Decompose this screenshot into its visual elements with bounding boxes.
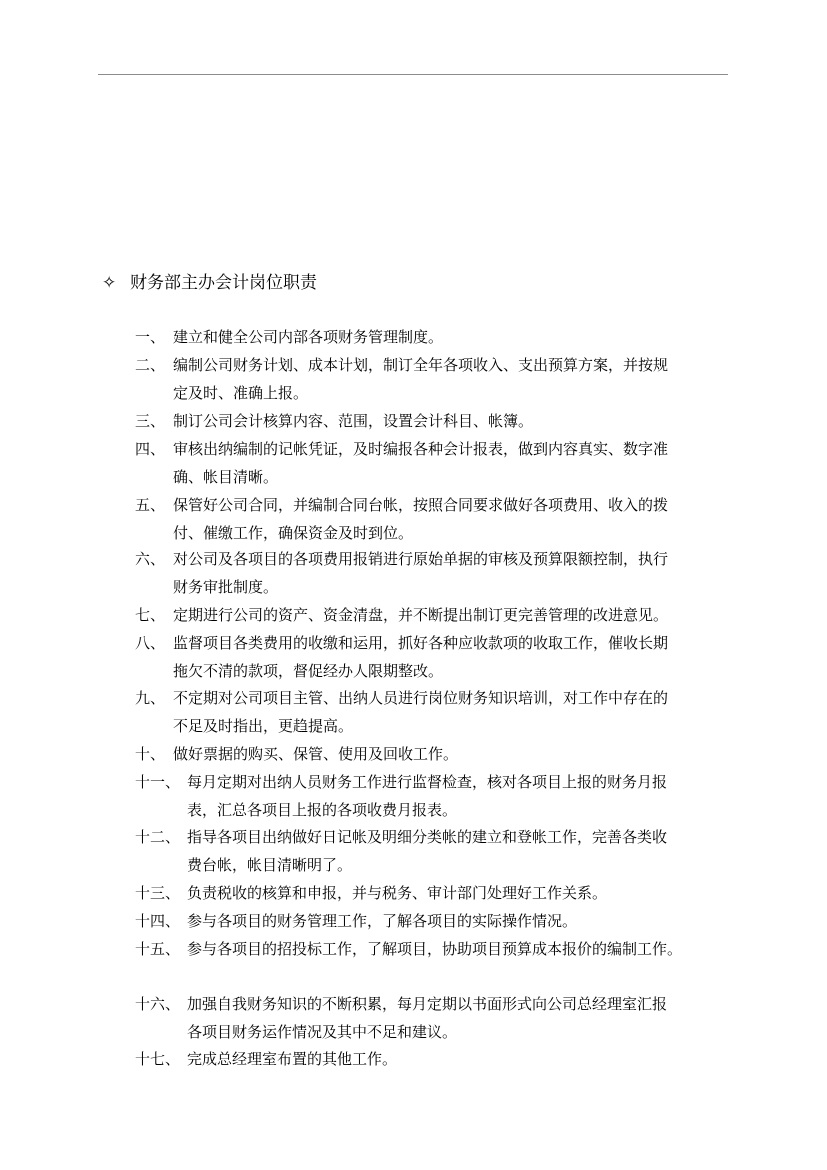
list-item <box>135 907 577 935</box>
list-item <box>135 435 668 491</box>
item-number: 十、 <box>135 745 166 763</box>
item-text-continued: 不足及时指出，更趋提高。 <box>173 717 354 735</box>
item-number: 五、 <box>135 496 166 514</box>
item-text: 做好票据的购买、保管、使用及回收工作。 <box>173 745 459 763</box>
item-text: 定期进行公司的资产、资金清盘，并不断提出制订更完善管理的改进意见。 <box>173 606 669 624</box>
list-item <box>135 1045 397 1073</box>
list-item <box>135 768 667 824</box>
item-number: 四、 <box>135 440 166 458</box>
item-text: 加强自我财务知识的不断积累，每月定期以书面形式向公司总经理室汇报 <box>187 995 668 1013</box>
item-number: 九、 <box>135 689 166 707</box>
item-number: 十一、 <box>135 773 181 791</box>
item-text: 监督项目各类费用的收缴和运用，抓好各种应收款项的收取工作，催收长期 <box>173 634 669 652</box>
item-number: 八、 <box>135 634 166 652</box>
item-number: 十六、 <box>135 995 181 1013</box>
item-text: 参与各项目的财务管理工作，了解各项目的实际操作情况。 <box>187 912 578 930</box>
item-number: 十三、 <box>135 884 181 902</box>
item-text-continued: 各项目财务运作情况及其中不足和建议。 <box>187 1023 458 1041</box>
section-heading <box>102 270 317 296</box>
item-text-continued: 确、帐目清晰。 <box>173 468 279 486</box>
diamond-star-icon: ✧ <box>102 273 117 293</box>
item-text-continued: 财务审批制度。 <box>173 578 279 596</box>
item-text: 对公司及各项目的各项费用报销进行原始单据的审核及预算限额控制，执行 <box>173 550 669 568</box>
item-number: 十四、 <box>135 912 181 930</box>
item-text: 负责税收的核算和申报，并与税务、审计部门处理好工作关系。 <box>187 884 608 902</box>
item-text: 完成总经理室布置的其他工作。 <box>187 1050 398 1068</box>
item-number: 一、 <box>135 328 166 346</box>
list-item <box>135 545 668 601</box>
list-item <box>135 491 668 547</box>
item-text: 指导各项目出纳做好日记帐及明细分类帐的建立和登帐工作，完善各类收 <box>187 828 668 846</box>
list-item <box>135 601 668 629</box>
item-number: 六、 <box>135 550 166 568</box>
item-text: 建立和健全公司内部各项财务管理制度。 <box>173 328 444 346</box>
item-text: 参与各项目的招投标工作，了解项目，协助项目预算成本报价的编制工作。 <box>187 940 683 958</box>
list-item <box>135 879 607 907</box>
item-text: 制订公司会计核算内容、范围，设置会计科目、帐簿。 <box>173 412 534 430</box>
item-number: 七、 <box>135 606 166 624</box>
item-number: 二、 <box>135 356 166 374</box>
list-item <box>135 323 443 351</box>
item-text-continued: 表，汇总各项目上报的各项收费月报表。 <box>187 801 458 819</box>
item-number: 三、 <box>135 412 166 430</box>
item-text: 不定期对公司项目主管、出纳人员进行岗位财务知识培训，对工作中存在的 <box>173 689 669 707</box>
item-text-continued: 定及时、准确上报。 <box>173 384 309 402</box>
item-text: 保管好公司合同，并编制合同台帐，按照合同要求做好各项费用、收入的拨 <box>173 496 669 514</box>
item-text: 编制公司财务计划、成本计划，制订全年各项收入、支出预算方案，并按规 <box>173 356 669 374</box>
list-item <box>135 629 668 685</box>
item-number: 十七、 <box>135 1050 181 1068</box>
header-rule <box>98 74 728 75</box>
item-number: 十二、 <box>135 828 181 846</box>
item-text-continued: 拖欠不清的款项，督促经办人限期整改。 <box>173 662 444 680</box>
item-text-continued: 费台帐，帐目清晰明了。 <box>187 856 353 874</box>
list-item <box>135 740 458 768</box>
list-item <box>135 351 668 407</box>
item-text: 审核出纳编制的记帐凭证，及时编报各种会计报表，做到内容真实、数字准 <box>173 440 669 458</box>
item-text: 每月定期对出纳人员财务工作进行监督检查，核对各项目上报的财务月报 <box>187 773 668 791</box>
list-item <box>135 990 667 1046</box>
item-number: 十五、 <box>135 940 181 958</box>
item-text-continued: 付、催缴工作，确保资金及时到位。 <box>173 524 414 542</box>
list-item <box>135 935 682 963</box>
list-item <box>135 684 668 740</box>
list-item <box>135 407 533 435</box>
section-title: 财务部主办会计岗位职责 <box>130 273 317 293</box>
list-item <box>135 823 667 879</box>
